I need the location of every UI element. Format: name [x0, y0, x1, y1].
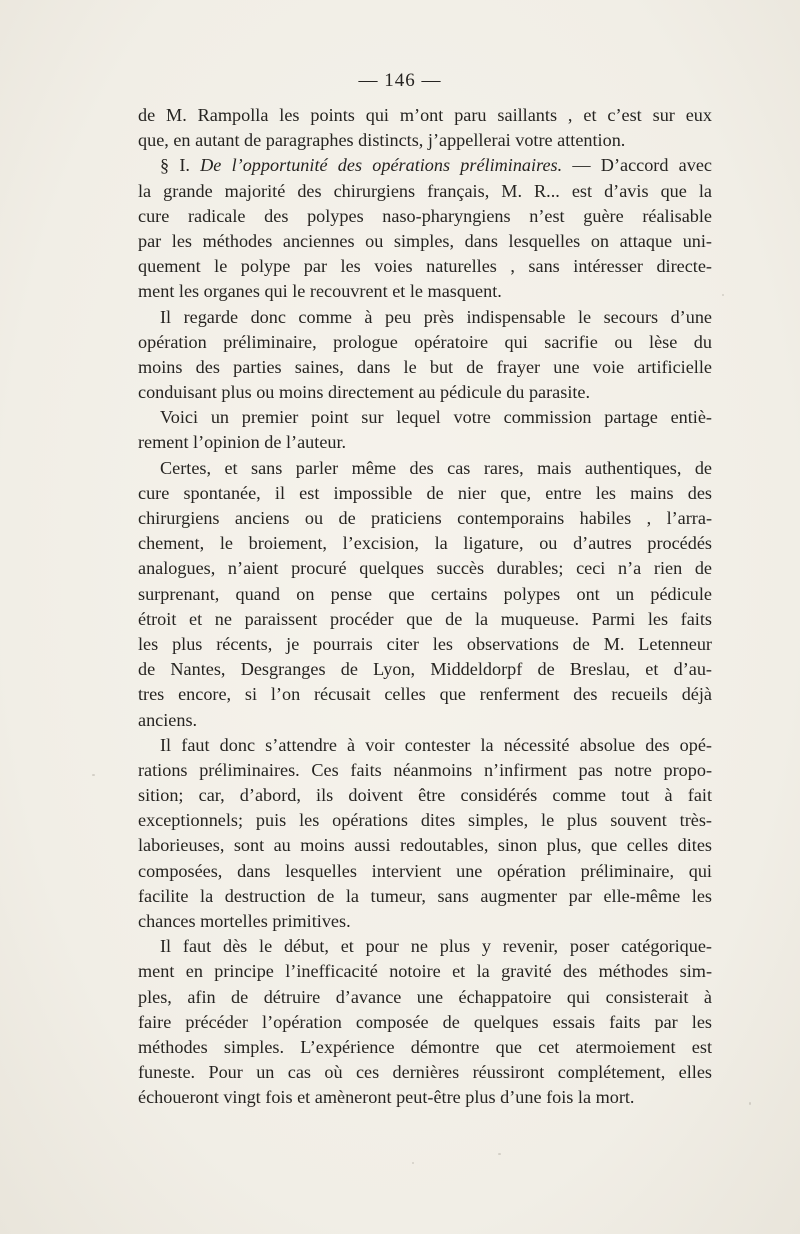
paper-speck: [412, 1162, 414, 1164]
text-line: composées, dans lesquelles intervient une opération préliminaire, qui: [138, 860, 712, 881]
text-line: échoueront vingt fois et amèneront peut-être plus d’une fois la mort.: [138, 1087, 635, 1108]
text-line: que, en autant de paragraphes distincts, j’appellerai votre attention.: [138, 130, 626, 151]
text-line: opération préliminaire, prologue opératoire qui sacrifie ou lèse du: [138, 331, 712, 352]
text-line: étroit et ne paraissent procéder que de la muqueuse. Parmi les faits: [138, 608, 712, 629]
text-line: conduisant plus ou moins directement au pédicule du parasite.: [138, 382, 591, 403]
text-line: surprenant, quand on pense que certains polypes ont un pédicule: [138, 583, 712, 604]
text-line: cure spontanée, il est impossible de nier que, entre les mains des: [138, 482, 712, 503]
text-line: Il faut donc s’attendre à voir contester la nécessité absolue des opé-: [160, 734, 712, 755]
text-line: par les méthodes anciennes ou simples, dans lesquelles on attaque uni-: [138, 230, 712, 251]
text-line: quement le polype par les voies naturelles , sans intéresser directe-: [138, 256, 712, 277]
text-line: analogues, n’aient procuré quelques succès durables; ceci n’a rien de: [138, 558, 712, 579]
paper-speck: [749, 1102, 751, 1105]
text-line: anciens.: [138, 709, 198, 730]
text-line: funeste. Pour un cas où ces dernières réussiront complétement, elles: [138, 1062, 712, 1083]
text-line: cure radicale des polypes naso-pharyngiens n’est guère réalisable: [138, 205, 712, 226]
text-line: faire précéder l’opération composée de quelques essais faits par les: [138, 1011, 712, 1032]
text-line: méthodes simples. L’expérience démontre que cet atermoiement est: [138, 1036, 712, 1057]
section-mark: § I.: [160, 155, 190, 176]
text-line: Certes, et sans parler même des cas rares, mais authentiques, de: [160, 457, 712, 478]
text-line: de M. Rampolla les points qui m’ont paru saillants , et c’est sur eux: [138, 105, 712, 125]
text-line: ment les organes qui le recouvrent et le masquent.: [138, 281, 502, 302]
text-line: les plus récents, je pourrais citer les observations de M. Letenneur: [138, 633, 712, 654]
text-line: rations préliminaires. Ces faits néanmoins n’infirment pas notre propo-: [138, 759, 712, 780]
text-line: de Nantes, Desgranges de Lyon, Middeldorpf de Breslau, et d’au-: [138, 659, 712, 680]
text-line: chement, le broiement, l’excision, la ligature, ou d’autres procédés: [138, 533, 712, 554]
section-title: De l’opportunité des opérations préliminaires.: [200, 155, 563, 176]
text-line: chances mortelles primitives.: [138, 911, 351, 931]
text-line: ples, afin de détruire d’avance une échappatoire qui consisterait à: [138, 986, 712, 1007]
page-number: — 146 —: [358, 70, 442, 91]
paper-speck: [722, 294, 724, 296]
text-line: chirurgiens anciens ou de praticiens contemporains habiles , l’arra-: [138, 508, 712, 528]
text-line: Il faut dès le début, et pour ne plus y revenir, poser catégorique-: [160, 936, 712, 957]
text-line: exceptionnels; puis les opérations dites simples, le plus souvent très-: [138, 810, 712, 831]
text-line: la grande majorité des chirurgiens français, M. R... est d’avis que la: [138, 180, 712, 201]
text-line: sition; car, d’abord, ils doivent être considérés comme tout à fait: [138, 785, 712, 806]
section-heading-rest: — D’accord avec: [562, 155, 712, 176]
paper-speck: [498, 1153, 501, 1155]
text-line: Il regarde donc comme à peu près indispensable le secours d’une: [160, 306, 712, 327]
section-heading-line: [138, 153, 712, 178]
text-line: moins des parties saines, dans le but de frayer une voie artificielle: [138, 356, 712, 377]
text-line: facilite la destruction de la tumeur, sans augmenter par elle-même les: [138, 885, 712, 906]
text-line: tres encore, si l’on récusait celles que renferment des recueils déjà: [138, 684, 712, 705]
paper-speck: [92, 774, 95, 776]
text-line: laborieuses, sont au moins aussi redoutables, sinon plus, que celles dites: [138, 835, 712, 856]
text-line: rement l’opinion de l’auteur.: [138, 432, 347, 453]
text-line: Voici un premier point sur lequel votre commission partage entiè-: [160, 407, 712, 428]
text-line: ment en principe l’inefficacité notoire et la gravité des méthodes sim-: [138, 961, 712, 982]
body-text: [138, 103, 712, 1111]
